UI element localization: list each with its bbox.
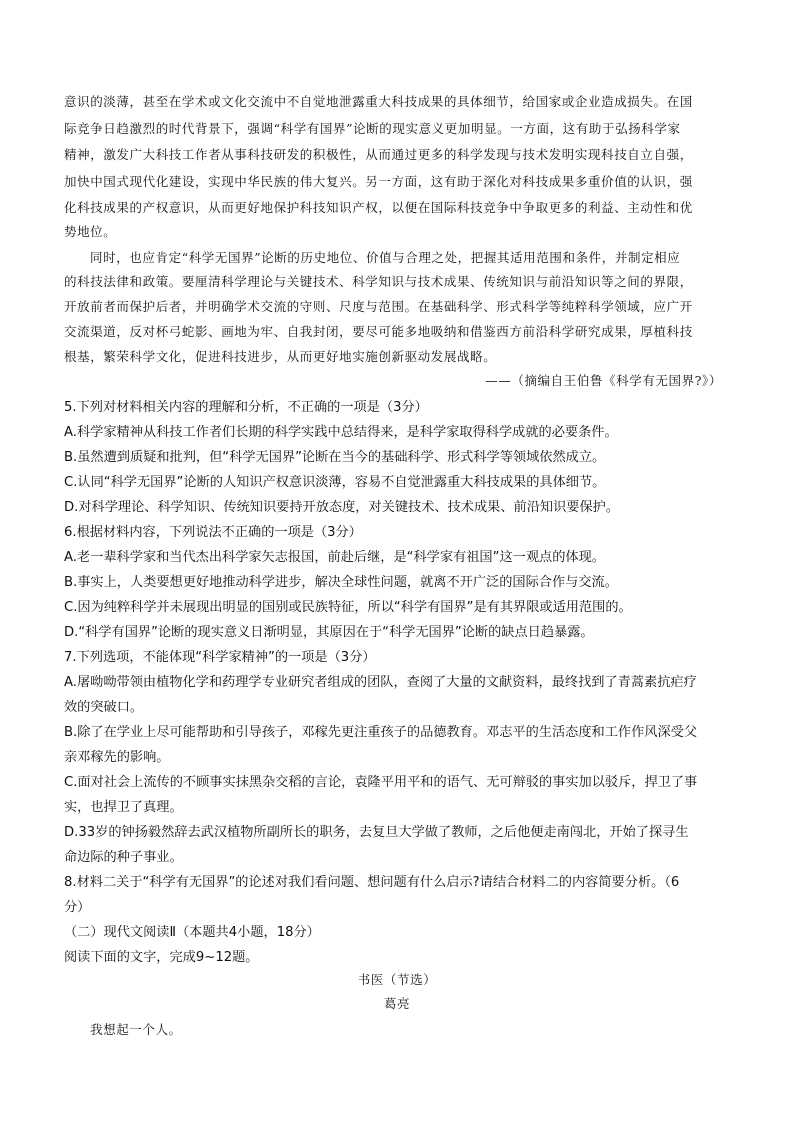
question-line: C.认同“科学无国界”论断的人知识产权意识淡薄，容易不自觉泄露重大科技成果的具体细节。 <box>64 475 606 490</box>
question-line: A.老一辈科学家和当代杰出科学家矢志报国，前赴后继，是“科学家有祖国”这一观点的体现。 <box>64 550 605 565</box>
passage-line: 根基，繁荣科学文化，促进科技进步，从而更好地实施创新驱动发展战略。 <box>64 349 497 364</box>
passage-source: ——（摘编自王伯鲁《科学有无国界?》） <box>485 373 722 388</box>
question-line: B.除了在学业上尽可能帮助和引导孩子，邓稼先更注重孩子的品德教育。邓志平的生活态度和工作作风深受父 <box>64 725 698 740</box>
passage-line: 势地位。 <box>64 224 117 239</box>
question-line: 命边际的种子事业。 <box>64 850 183 865</box>
passage-line: 际竞争日趋激烈的时代背景下，强调“科学有国界”论断的现实意义更加明显。一方面，这有助于弘扬科学家 <box>64 121 681 136</box>
question-line: D.33岁的钟扬毅然辞去武汉植物所副所长的职务，去复旦大学做了教师，之后他便走南闯北，开始了探寻生 <box>64 825 689 840</box>
question-line: D.对科学理论、科学知识、传统知识要持开放态度，对关键技术、技术成果、前沿知识要保护。 <box>64 500 620 515</box>
question-line: C.面对社会上流传的不顾事实抹黑杂交稻的言论，袁隆平用平和的语气、无可辩驳的事实加以驳斥，捍卫了事 <box>64 775 698 790</box>
passage-line: 精神，激发广大科技工作者从事科技研发的积极性，从而通过更多的科学发现与技术发明实现科技自立自强， <box>64 147 693 162</box>
question-line: D.“科学有国界”论断的现实意义日渐明显，其原因在于“科学无国界”论断的缺点日趋暴露。 <box>64 625 594 640</box>
question-line: 分） <box>64 900 91 915</box>
question-line: 效的突破口。 <box>64 700 144 715</box>
passage-line: 化科技成果的产权意识，从而更好地保护科技知识产权，以便在国际科技竞争中争取更多的利益、主动性和优 <box>64 200 693 215</box>
instruction-line: 阅读下面的文字，完成9~12题。 <box>64 950 259 965</box>
passage-line: 同时，也应肯定“科学无国界”论断的历史地位、价值与合理之处，把握其适用范围和条件，并制定相应 <box>90 250 681 265</box>
passage-line: 加快中国式现代化建设，实现中华民族的伟大复兴。另一方面，这有助于深化对科技成果多重价值的认识，强 <box>64 174 693 189</box>
question-line: 7.下列选项，不能体现“科学家精神”的一项是（3分） <box>64 650 376 665</box>
question-line: B.虽然遭到质疑和批判，但“科学无国界”论断在当今的基础科学、形式科学等领域依然成立。 <box>64 450 606 465</box>
question-line: B.事实上，人类要想更好地推动科学进步，解决全球性问题，就离不开广泛的国际合作与交流。 <box>64 575 618 590</box>
story-title: 书医（节选） <box>357 972 437 987</box>
question-line: A.科学家精神从科技工作者们长期的科学实践中总结得来，是科学家取得科学成就的必要条件。 <box>64 425 618 440</box>
question-line: 亲邓稼先的影响。 <box>64 750 170 765</box>
question-line: A.屠呦呦带领由植物化学和药理学专业研究者组成的团队，查阅了大量的文献资料，最终找到了青蒿素抗疟疗 <box>64 675 697 690</box>
story-first-line: 我想起一个人。 <box>90 1022 182 1037</box>
passage-line: 意识的淡薄，甚至在学术或文化交流中不自觉地泄露重大科技成果的具体细节，给国家或企业造成损失。在国 <box>64 94 693 109</box>
passage-line: 的科技法律和政策。要厘清科学理论与关键技术、科学知识与技术成果、传统知识与前沿知识等之间的界限， <box>64 274 693 289</box>
passage-line: 开放前者而保护后者，并明确学术交流的守则、尺度与范围。在基础科学、形式科学等纯粹科学领域，应广开 <box>64 299 693 314</box>
question-line: 5.下列对材料相关内容的理解和分析，不正确的一项是（3分） <box>64 400 428 415</box>
question-line: 实，也捍卫了真理。 <box>64 800 183 815</box>
story-author: 葛亮 <box>383 996 411 1011</box>
section-heading: （二）现代文阅读Ⅱ（本题共4小题，18分） <box>64 925 320 940</box>
question-line: 6.根据材料内容，下列说法不正确的一项是（3分） <box>64 525 362 540</box>
passage-line: 交流渠道，反对杯弓蛇影、画地为牢、自我封闭，要尽可能多地吸纳和借鉴西方前沿科学研究成果，厚植科技 <box>64 324 693 339</box>
question-line: C.因为纯粹科学并未展现出明显的国别或民族特征，所以“科学有国界”是有其界限或适用范围的。 <box>64 600 632 615</box>
question-line: 8.材料二关于“科学有无国界”的论述对我们看问题、想问题有什么启示?请结合材料二的内容简要分析。（6 <box>64 875 680 890</box>
